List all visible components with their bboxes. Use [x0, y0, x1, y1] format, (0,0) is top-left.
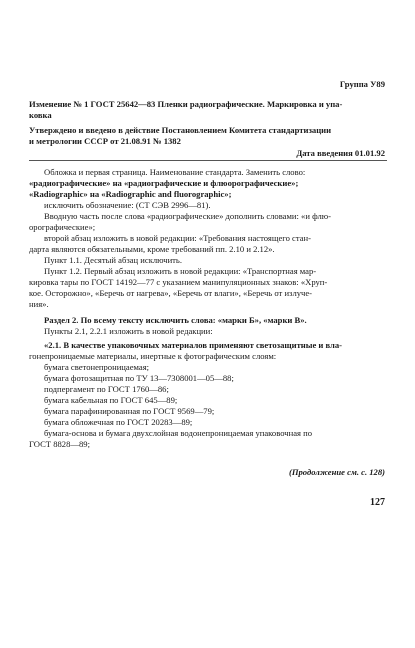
approval-line-1: Утверждено и введено в действие Постановлением Комитета стандартизации	[29, 125, 332, 135]
body-line: бумага парафинированная по ГОСТ 9569—79;	[44, 406, 215, 416]
body-line: ния».	[29, 299, 49, 309]
body-line: бумага кабельная по ГОСТ 645—89;	[44, 395, 178, 405]
body-line: бумага обложечная по ГОСТ 20283—89;	[44, 417, 193, 427]
body-line: бумага светонепроницаемая;	[44, 362, 150, 372]
body-line: исключить обозначение: (СТ СЭВ 2996—81).	[44, 200, 211, 210]
body-line: дарта являются обязательными, кроме требований пп. 2.10 и 2.12».	[29, 244, 275, 254]
approval-line-2: и метрологии СССР от 21.08.91 № 1382	[29, 136, 181, 146]
body-line: кировка тары по ГОСТ 14192—77 с указанием манипуляционных знаков: «Хруп-	[29, 277, 328, 287]
body-line: «Radiographic» на «Radiographic and fluorographic»;	[29, 189, 232, 199]
continuation-note: (Продолжение см. с. 128)	[288, 467, 385, 477]
body-line: орографические»;	[29, 222, 96, 232]
body-line: Обложка и первая страница. Наименование стандарта. Заменить слово:	[44, 167, 306, 177]
body-line: Пункты 2.1, 2.2.1 изложить в новой редакции:	[44, 326, 213, 336]
amendment-title-line-2: ковка	[29, 110, 52, 120]
header-divider	[29, 160, 387, 161]
body-line: «2.1. В качестве упаковочных материалов применяют светозащитные и вла-	[44, 340, 343, 350]
body-line: «радиографические» на «радиографические и флюорографические»;	[29, 178, 299, 188]
amendment-title-line-1: Изменение № 1 ГОСТ 25642—83 Пленки радиографические. Маркировка и упа-	[29, 99, 343, 109]
effective-date: Дата введения 01.01.92	[296, 148, 385, 158]
body-line: кое. Осторожно», «Беречь от нагрева», «Беречь от влаги», «Беречь от излуче-	[29, 288, 313, 298]
body-line: ГОСТ 8828—89;	[29, 439, 90, 449]
body-line: бумага-основа и бумага двухслойная водонепроницаемая упаковочная по	[44, 428, 312, 438]
body-line: подпергамент по ГОСТ 1760—86;	[44, 384, 169, 394]
body-line: второй абзац изложить в новой редакции: «Требования настоящего стан-	[44, 233, 311, 243]
group-code: Группа У89	[339, 79, 385, 89]
body-line: Пункт 1.2. Первый абзац изложить в новой редакции: «Транспортная мар-	[44, 266, 317, 276]
body-line: Пункт 1.1. Десятый абзац исключить.	[44, 255, 183, 265]
body-line: Раздел 2. По всему тексту исключить слова: «марки Б», «марки В».	[44, 315, 307, 325]
body-line: Вводную часть после слова «радиографические» дополнить словами: «и флю-	[44, 211, 332, 221]
page-number: 127	[370, 497, 385, 508]
body-line: гонепроницаемые материалы, инертные к фотографическим слоям:	[29, 351, 277, 361]
body-line: бумага фотозащитная по ТУ 13—7308001—05—88;	[44, 373, 234, 383]
